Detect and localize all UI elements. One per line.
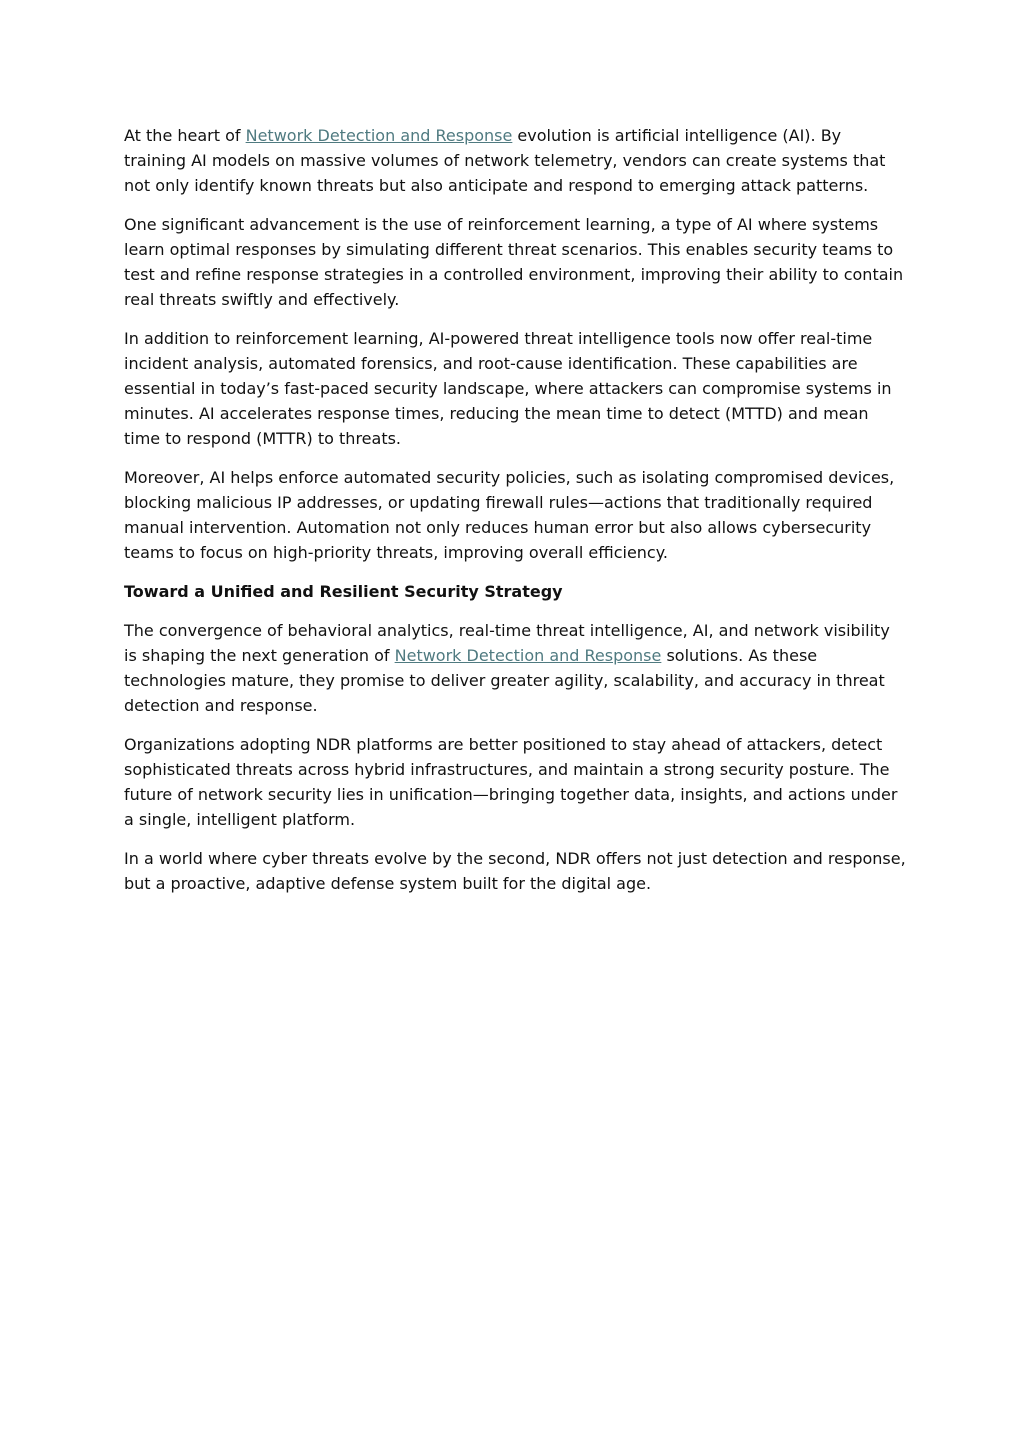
ndr-link[interactable]: Network Detection and Response [245, 126, 513, 145]
paragraph-text: The convergence of behavioral analytics, real-time threat intelligence, AI, and network visibility is shaping the next generation of [124, 621, 890, 665]
paragraph-text: evolution is artificial intelligence (AI). By training AI models on massive volumes of network telemetry, vendors can create systems that not only identify known threats but also anticipate and respond to emerging attack patterns. [124, 126, 886, 195]
paragraph-text: solutions. As these technologies mature, they promise to deliver greater agility, scalability, and accuracy in threat detection and response. [124, 646, 885, 715]
ndr-link[interactable]: Network Detection and Response [394, 646, 662, 665]
paragraph-ai-evolution [124, 123, 906, 198]
paragraph-conclusion: In a world where cyber threats evolve by the second, NDR offers not just detection and response, but a proactive, adaptive defense system built for the digital age. [124, 849, 906, 893]
paragraph-unification: Organizations adopting NDR platforms are better positioned to stay ahead of attackers, detect sophisticated threats across hybrid infrastructures, and maintain a strong security posture. The future of network security lies in unification—bringing together data, insights, and actions under a single, intelligent platform. [124, 735, 898, 829]
paragraph-reinforcement-learning: One significant advancement is the use of reinforcement learning, a type of AI where systems learn optimal responses by simulating different threat scenarios. This enables security teams to test and refine response strategies in a controlled environment, improving their ability to contain real threats swiftly and effectively. [124, 215, 904, 309]
section-heading: Toward a Unified and Resilient Security Strategy [124, 582, 563, 601]
paragraph-convergence [124, 618, 906, 718]
paragraph-automation: Moreover, AI helps enforce automated security policies, such as isolating compromised devices, blocking malicious IP addresses, or updating firewall rules—actions that traditionally required manual intervention. Automation not only reduces human error but also allows cybersecurity teams to focus on high-priority threats, improving overall efficiency. [124, 468, 895, 562]
paragraph-threat-intelligence: In addition to reinforcement learning, AI-powered threat intelligence tools now offer real-time incident analysis, automated forensics, and root-cause identification. These capabilities are essential in today’s fast-paced security landscape, where attackers can compromise systems in minutes. AI accelerates response times, reducing the mean time to detect (MTTD) and mean time to respond (MTTR) to threats. [124, 329, 892, 448]
paragraph-text: At the heart of [124, 126, 246, 145]
document-body [124, 123, 906, 910]
